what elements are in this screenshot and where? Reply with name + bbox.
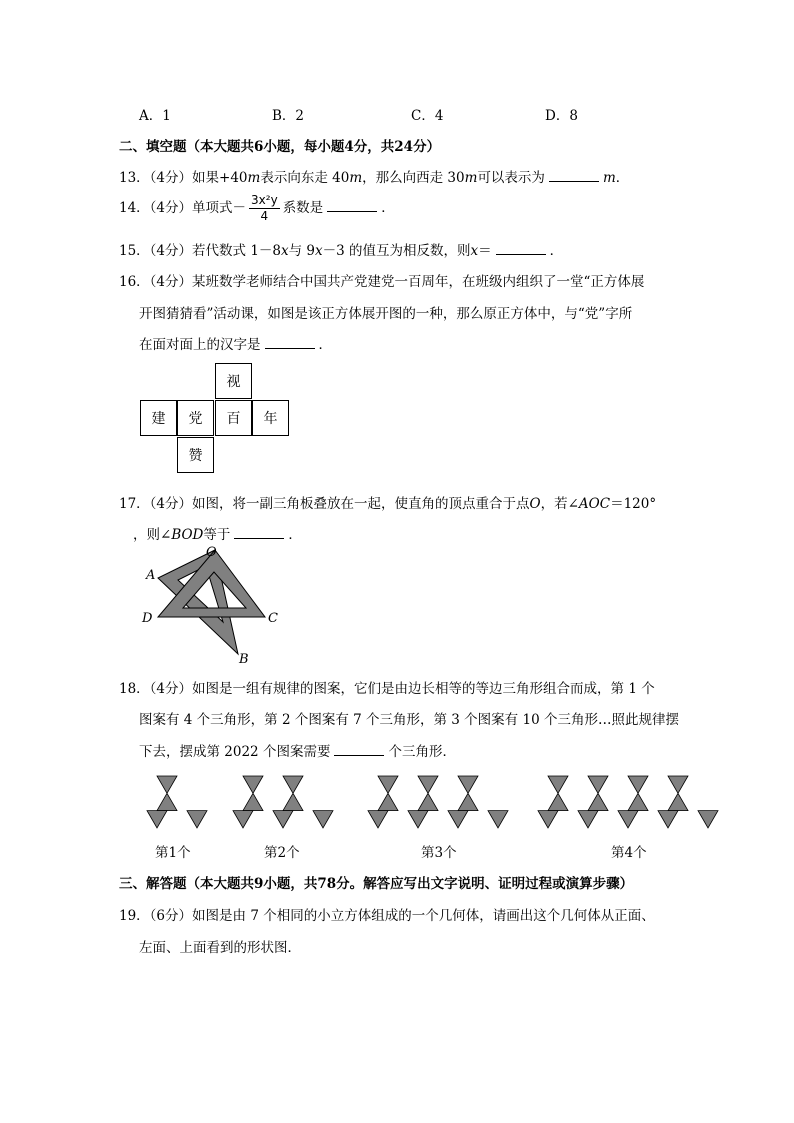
question-14 (119, 193, 395, 224)
pattern-1-top-triangle (157, 776, 177, 793)
pattern-2-middle-triangle (243, 793, 263, 810)
question-18-line-1 (119, 677, 655, 697)
pattern-2-bottom-triangle (233, 811, 253, 828)
q18-number: 18．（4分） (119, 681, 193, 697)
q17-var: BOD (171, 527, 204, 543)
q15-answer-blank[interactable] (496, 242, 546, 255)
q18-text: 个三角形． (388, 744, 456, 760)
pattern-1-middle-triangle (157, 793, 177, 810)
triangle-pattern-figure (130, 768, 730, 832)
set-squares-figure (138, 542, 288, 668)
q15-text: ＝ (478, 243, 492, 259)
pattern-4-top-triangle (668, 776, 688, 793)
pattern-1-bottom-triangle (187, 811, 207, 828)
q13-unit: m (602, 170, 616, 186)
q13-text: 表示向东走 40 (260, 170, 350, 186)
q18-answer-blank[interactable] (334, 743, 384, 756)
option-a: A．1 (139, 108, 171, 124)
pattern-4-bottom-triangle (538, 811, 558, 828)
option-b: B．2 (272, 108, 305, 124)
option-c: C．4 (411, 108, 444, 124)
pattern-4-middle-triangle (668, 793, 688, 810)
label-b: B (239, 652, 249, 667)
q14-answer-blank[interactable] (327, 199, 377, 212)
q18-text: 下去，摆成第 2022 个图案需要 (139, 744, 331, 760)
q13-text: 如果+40 (192, 170, 248, 186)
question-16-line-2: 开图猜猜看”活动课，如图是该正方体展开图的一种，那么原正方体中，与“党”字所 (139, 306, 633, 322)
pattern-2-bottom-triangle (313, 811, 333, 828)
q16-text: 某班数学老师结合中国共产党建党一百周年，在班级内组织了一堂“正方体展 (192, 274, 645, 290)
q17-text: 等于 (203, 527, 231, 543)
pattern-3-bottom-triangle (368, 811, 388, 828)
q15-var: x (281, 243, 289, 259)
q15-text: －3 的值互为相反数，则 (322, 243, 471, 259)
net-face-2: 党 (177, 400, 214, 436)
q14-number: 14．（4分） (119, 200, 193, 216)
q13-end: ． (615, 170, 630, 186)
question-19-line-1 (119, 904, 655, 924)
pattern-3-top-triangle (378, 776, 398, 793)
q17-var: AOC (578, 496, 611, 512)
pattern-2-top-triangle (283, 776, 303, 793)
q13-text: 可以表示为 (477, 170, 545, 186)
pattern-3-bottom-triangle (408, 811, 428, 828)
question-15 (119, 239, 563, 259)
pattern-4-bottom-triangle (618, 811, 638, 828)
q13-answer-blank[interactable] (549, 169, 599, 182)
q15-number: 15．（4分） (119, 243, 193, 259)
q19-text: 如图是由 7 个相同的小立方体组成的一个几何体，请画出这个几何体从正面、 (192, 908, 655, 924)
q15-text: 若代数式 1－8 (192, 243, 282, 259)
q13-number: 13．（4分） (119, 170, 193, 186)
pattern-caption-2: 第2个 (264, 845, 300, 861)
q14-end: ． (381, 200, 395, 216)
pattern-2-top-triangle (243, 776, 263, 793)
pattern-4-bottom-triangle (698, 811, 718, 828)
net-face-top: 视 (215, 363, 252, 399)
q17-number: 17．（4分） (119, 496, 193, 512)
pattern-2-middle-triangle (283, 793, 303, 810)
pattern-caption-3: 第3个 (421, 845, 457, 861)
pattern-3-bottom-triangle (448, 811, 468, 828)
pattern-4-top-triangle (548, 776, 568, 793)
pattern-3-middle-triangle (378, 793, 398, 810)
question-16-line-1 (119, 270, 644, 290)
question-16-line-3 (139, 333, 332, 353)
q16-text: 在面对面上的汉字是 (139, 337, 261, 353)
q14-fraction-numerator: 3x²y (251, 193, 278, 207)
label-o: O (206, 545, 217, 560)
q13-var: m (464, 170, 478, 186)
question-17-line-1 (119, 492, 656, 512)
q15-text: 与 9 (288, 243, 316, 259)
q16-answer-blank[interactable] (265, 336, 315, 349)
q17-text: ，则∠ (133, 527, 172, 543)
pattern-3-bottom-triangle (488, 811, 508, 828)
net-face-bottom: 赞 (177, 437, 214, 473)
q17-text: ＝120° (610, 496, 657, 512)
question-19-line-2: 左面、上面看到的形状图． (139, 940, 301, 956)
q14-fraction-denominator: 4 (260, 209, 269, 223)
label-a: A (146, 568, 156, 583)
q15-end: ． (549, 243, 564, 259)
q15-var: x (470, 243, 479, 259)
label-c: C (268, 611, 278, 626)
q17-text: 如图，将一副三角板叠放在一起，使直角的顶点重合于点 (192, 496, 530, 512)
q17-end: ． (288, 527, 302, 543)
pattern-3-middle-triangle (458, 793, 478, 810)
net-face-3: 百 (215, 400, 252, 436)
q17-text: ，若∠ (540, 496, 579, 512)
net-face-4: 年 (252, 400, 289, 436)
question-18-line-2: 图案有 4 个三角形，第 2 个图案有 7 个三角形，第 3 个图案有 10 个三角形…照此规律摆 (139, 712, 679, 728)
q17-answer-blank[interactable] (234, 526, 284, 539)
pattern-caption-1: 第1个 (155, 845, 191, 861)
q13-var: m (349, 170, 363, 186)
q14-text: 单项式－ (192, 200, 247, 216)
q17-var: O (529, 496, 541, 512)
question-13 (119, 166, 629, 186)
q18-text: 如图是一组有规律的图案，它们是由边长相等的等边三角形组合而成，第 1 个 (192, 681, 655, 697)
pattern-3-middle-triangle (418, 793, 438, 810)
net-face-1: 建 (140, 400, 177, 436)
q13-text: ，那么向西走 30 (362, 170, 465, 186)
q14-text: 系数是 (282, 200, 324, 216)
pattern-3-top-triangle (458, 776, 478, 793)
section-2-title: 二、填空题（本大题共6小题，每小题4分，共24分） (119, 139, 441, 155)
q15-var: x (315, 243, 323, 259)
pattern-4-middle-triangle (588, 793, 608, 810)
pattern-4-bottom-triangle (578, 811, 598, 828)
pattern-1-bottom-triangle (147, 811, 167, 828)
q13-var: m (247, 170, 261, 186)
option-d: D．8 (545, 108, 578, 124)
pattern-3-top-triangle (418, 776, 438, 793)
pattern-2-bottom-triangle (273, 811, 293, 828)
pattern-4-middle-triangle (548, 793, 568, 810)
section-3-title: 三、解答题（本大题共9小题，共78分。解答应写出文字说明、证明过程或演算步骤） (119, 876, 634, 892)
pattern-4-top-triangle (588, 776, 608, 793)
question-17-line-2 (133, 523, 302, 543)
q16-end: ． (318, 337, 332, 353)
pattern-4-bottom-triangle (658, 811, 678, 828)
label-d: D (142, 611, 153, 626)
pattern-4-middle-triangle (628, 793, 648, 810)
pattern-caption-4: 第4个 (611, 845, 647, 861)
q19-number: 19．（6分） (119, 908, 193, 924)
q16-number: 16．（4分） (119, 274, 193, 290)
pattern-4-top-triangle (628, 776, 648, 793)
question-18-line-3 (139, 740, 456, 760)
q14-fraction (249, 193, 280, 224)
